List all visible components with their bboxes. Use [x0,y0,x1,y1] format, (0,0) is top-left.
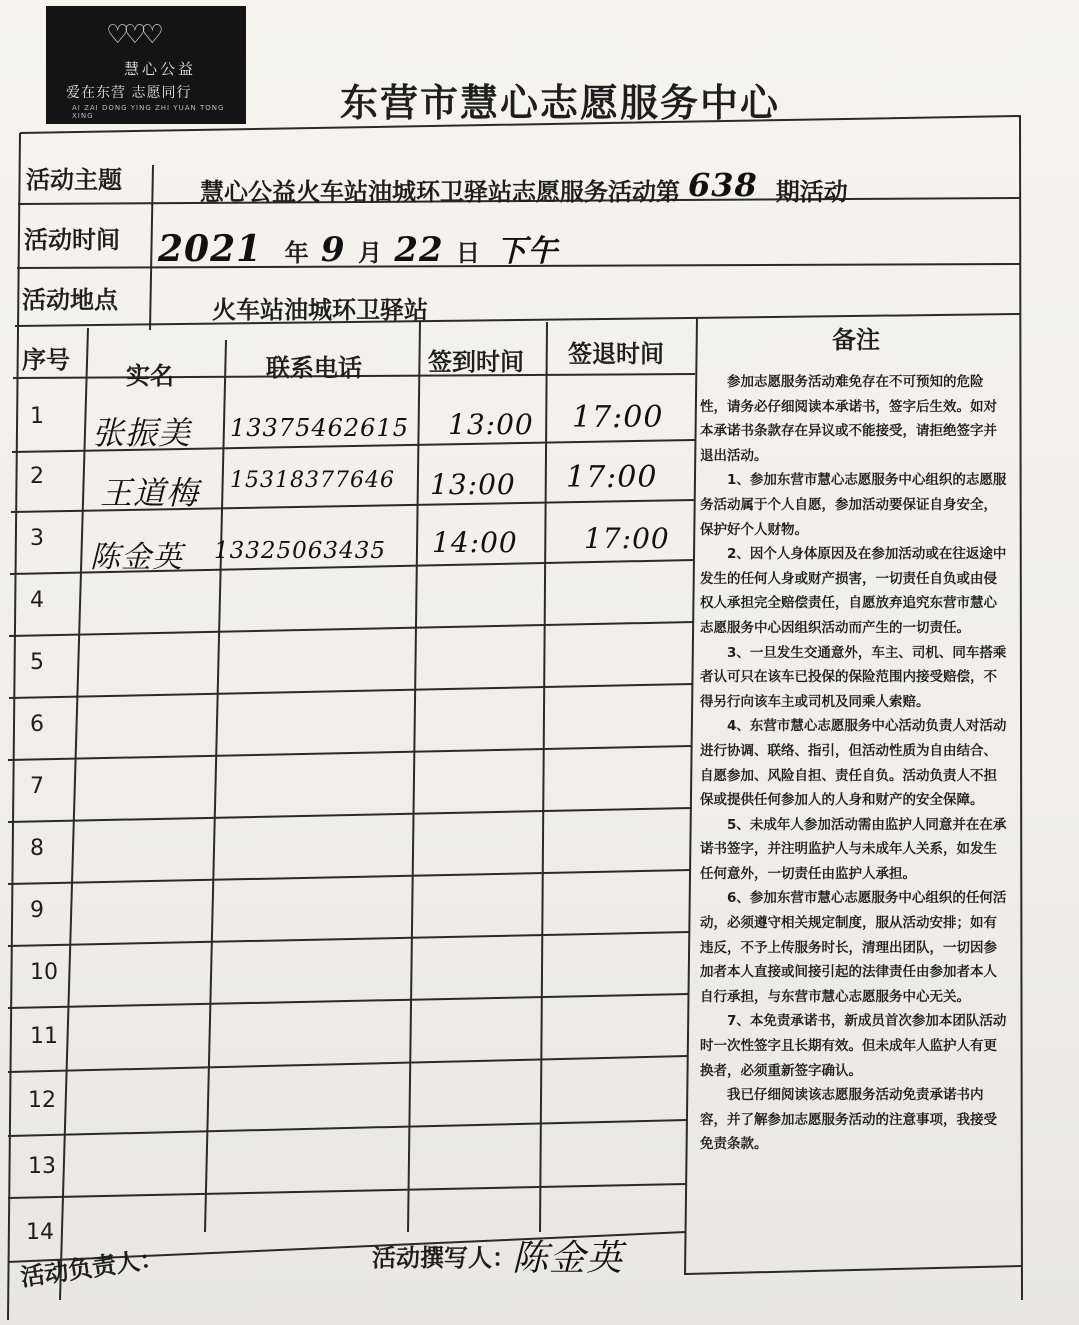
row-number: 7 [30,774,44,799]
remarks-paragraph: 1、参加东营市慧心志愿服务中心组织的志愿服务活动属于个人自愿，参加活动要保证自身安全，保护好个人财物。 [700,472,1007,538]
remarks-paragraph: 4、东营市慧心志愿服务中心活动负责人对活动进行协调、联络、指引，但活动性质为自由结合、自愿参加、风险自担、责任自负。活动负责人不担保或提供任何参加人的人身和财产的安全保障。 [700,718,1007,809]
remarks-paragraph: 7、本免责承诺书，新成员首次参加本团队活动时一次性签字且长期有效。但未成年人监护人有更换者，必须重新签字确认。 [700,1013,1007,1079]
entry-checkin: 13:00 [430,468,516,501]
time-period-handwritten: 下午 [496,234,559,269]
row-number: 9 [30,898,44,923]
entry-checkout: 17:00 [566,460,658,495]
entry-checkin: 14:00 [432,526,518,559]
entry-name: 张振美 [92,414,192,452]
entry-name: 陈金英 [90,540,183,575]
time-year-handwritten: 2021 [158,228,263,270]
row-number: 6 [30,712,44,737]
row-number: 12 [28,1088,56,1113]
theme-issue-handwritten: 638 [688,166,758,204]
theme-label: 活动主题 [26,166,122,194]
time-day-handwritten: 22 [394,230,444,270]
time-value [158,226,559,270]
row-number: 10 [30,960,58,985]
time-day-unit: 日 [456,239,480,267]
row-number: 14 [26,1220,54,1245]
row-number: 2 [30,464,44,489]
logo-brand: 慧心公益 [124,60,197,78]
remarks-paragraph: 3、一旦发生交通意外，车主、司机、同车搭乘者认可只在该车已投保的保险范围内接受赔偿，不得另行向该车主或司机及同乘人索赔。 [700,644,1007,710]
row-number: 11 [30,1024,58,1049]
remarks-paragraph: 2、因个人身体原因及在参加活动或在往返途中发生的任何人身或财产损害，一切责任自负或由侵权人承担完全赔偿责任，自愿放弃追究东营市慧心志愿服务中心因组织活动而产生的一切责任。 [700,546,1007,636]
row-number: 8 [30,836,44,861]
hearts-logo-icon: ♡♡♡ [106,20,158,50]
time-month-handwritten: 9 [320,230,346,270]
header-phone: 联系电话 [266,354,362,382]
remarks-paragraph: 5、未成年人参加活动需由监护人同意并在在承诺书签字，并注明监护人与未成年人关系，如发生任何意外，一切责任由监护人承担。 [700,816,1007,882]
theme-prefix: 慧心公益火车站油城环卫驿站志愿服务活动第 [200,178,680,206]
row-number: 3 [30,526,44,551]
time-month-unit: 月 [357,239,382,267]
header-checkout: 签退时间 [568,340,664,368]
entry-checkout: 17:00 [572,400,664,435]
row-number: 13 [28,1154,56,1179]
writer-signature: 陈金英 [512,1238,624,1279]
time-label: 活动时间 [24,226,120,254]
row-number: 5 [30,650,44,675]
form-title: 东营市慧心志愿服务中心 [340,81,781,125]
time-year-unit: 年 [284,239,309,267]
entry-phone: 15318377646 [230,468,395,493]
entry-phone: 13325063435 [214,538,386,564]
entry-checkout: 17:00 [584,522,670,555]
writer-label: 活动撰写人： [372,1244,516,1272]
remarks-paragraph: 我已仔细阅读该志愿服务活动免责承诺书内容，并了解参加志愿服务活动的注意事项，我接受免责条款。 [700,1087,997,1153]
header-name: 实名 [126,362,174,390]
place-label: 活动地点 [22,286,118,314]
entry-phone: 13375462615 [230,414,409,442]
logo-pinyin: AI ZAI DONG YING ZHI YUAN TONG XING [72,104,225,120]
place-value: 火车站油城环卫驿站 [212,296,428,324]
header-index: 序号 [22,346,70,374]
row-number: 1 [30,404,44,429]
remarks-paragraph: 6、参加东营市慧心志愿服务中心组织的任何活动，必须遵守相关规定制度，服从活动安排；如有违反，不予上传服务时长，清理出团队，一切因参加者本人直接或间接引起的法律责任由参加者本人自行承担，与东营市慧心志愿服务中心无关。 [700,890,1007,1005]
logo-slogan: 爱在东营 志愿同行 [66,85,192,101]
header-checkin: 签到时间 [428,348,524,376]
header-remarks: 备注 [832,326,880,354]
entry-name: 王道梅 [100,474,200,512]
leader-label: 活动负责人： [18,1243,166,1292]
remarks-text [700,370,1010,1157]
theme-suffix: 期活动 [775,178,848,206]
theme-value [200,166,848,208]
row-number: 4 [30,588,44,613]
entry-checkin: 13:00 [448,408,534,441]
remarks-paragraph: 参加志愿服务活动难免存在不可预知的危险性，请务必仔细阅读本承诺书，签字后生效。如对本承诺书条款存在异议或不能接受，请拒绝签字并退出活动。 [700,374,997,464]
